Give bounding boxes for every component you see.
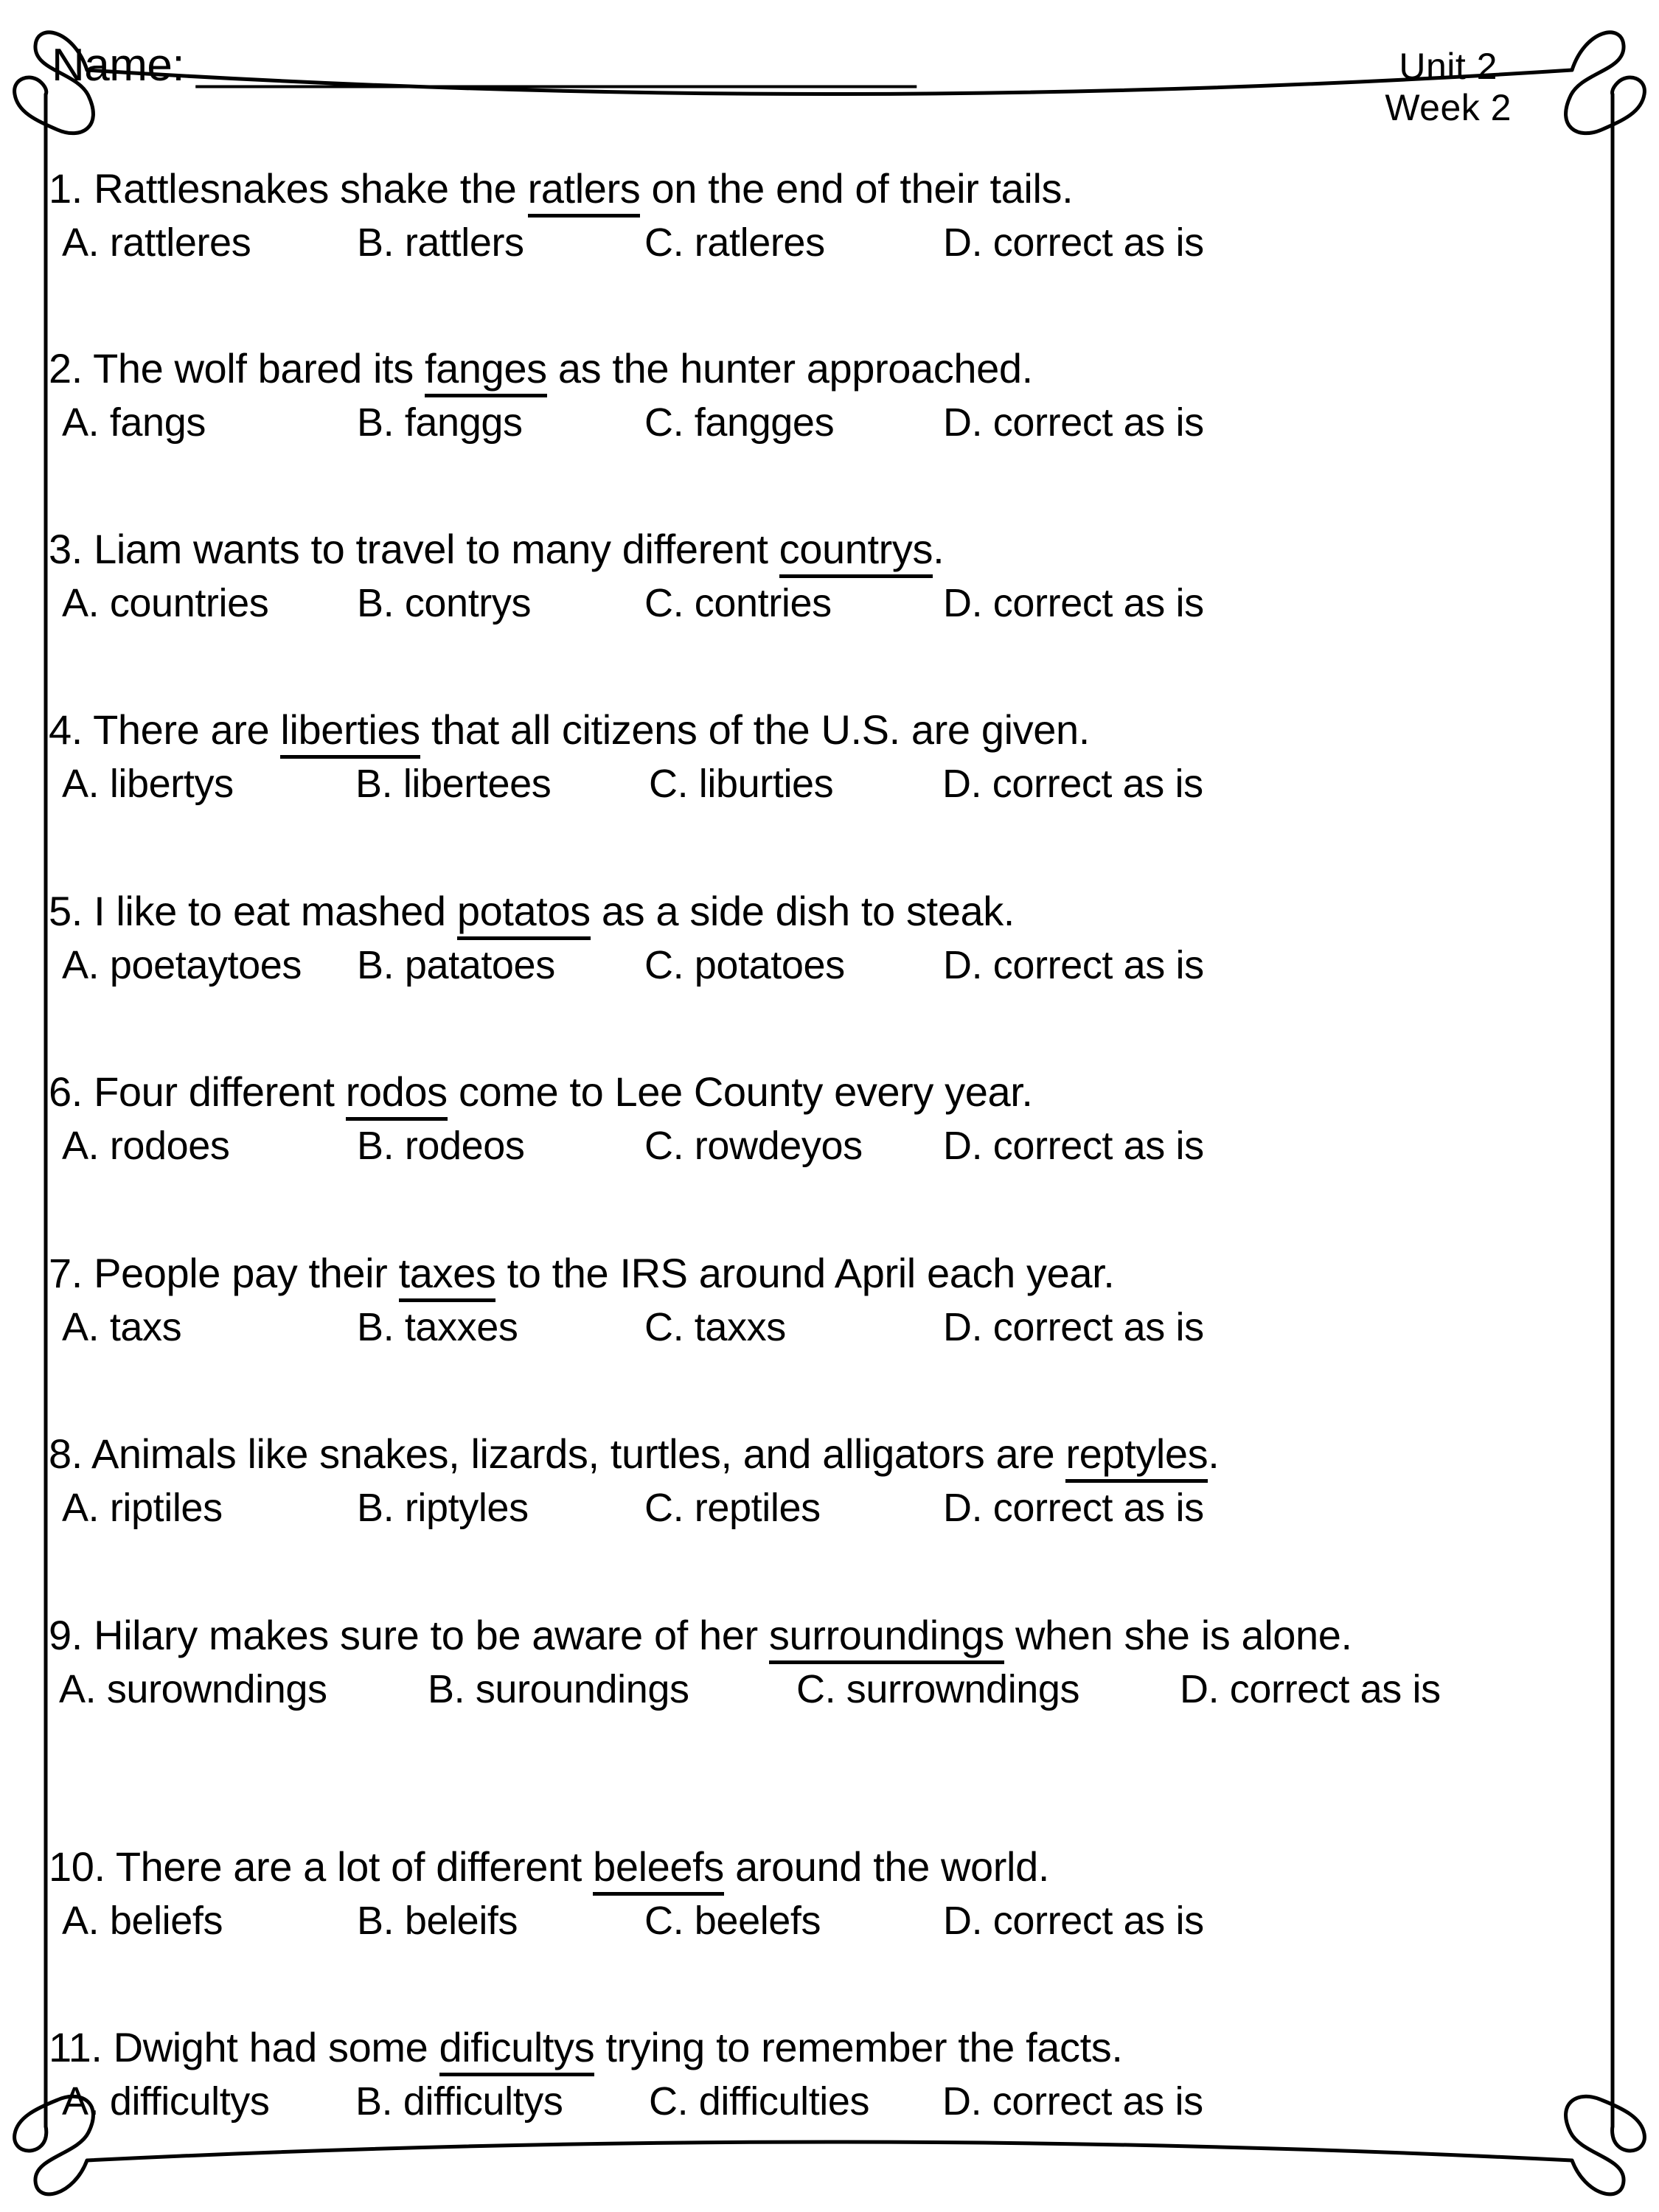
underlined-target-word: surroundings	[769, 1612, 1004, 1664]
answer-choice[interactable]: D. correct as is	[1180, 1667, 1441, 1711]
question-item	[46, 526, 1611, 625]
question-item	[46, 1843, 1611, 1943]
underlined-target-word: beleefs	[593, 1843, 724, 1896]
answer-choice[interactable]: B. beleifs	[357, 1899, 518, 1943]
prompt-text-before: Liam wants to travel to many different	[94, 526, 779, 572]
answer-choice[interactable]: C. rowdeyos	[644, 1124, 863, 1168]
answer-choice[interactable]: B. suroundings	[428, 1667, 689, 1711]
name-label: Name:	[52, 40, 185, 91]
prompt-text-after: come to Lee County every year.	[447, 1068, 1033, 1115]
name-field-block	[52, 38, 915, 91]
answer-choice[interactable]: D. correct as is	[943, 220, 1204, 265]
prompt-text-after: to the IRS around April each year.	[495, 1250, 1115, 1296]
answer-choice[interactable]: A. countries	[62, 581, 269, 625]
prompt-text-before: Animals like snakes, lizards, turtles, and alligators are	[91, 1430, 1066, 1477]
prompt-text-after: when she is alone.	[1004, 1612, 1352, 1658]
answer-choice[interactable]: B. riptyles	[357, 1486, 529, 1530]
answer-choice[interactable]: A. riptiles	[62, 1486, 223, 1530]
question-number: 11.	[49, 2024, 102, 2070]
answer-choice[interactable]: C. contries	[644, 581, 832, 625]
underlined-target-word: rodos	[346, 1068, 448, 1121]
worksheet-header	[52, 38, 1607, 150]
week-label: Week 2	[1385, 87, 1512, 128]
question-item	[46, 1068, 1611, 1168]
answer-choice[interactable]: C. difficulties	[649, 2079, 870, 2124]
answer-choice[interactable]: C. ratleres	[644, 220, 825, 265]
prompt-text-after: .	[933, 526, 945, 572]
prompt-text-after: around the world.	[723, 1843, 1049, 1890]
answer-choice[interactable]: B. taxxes	[357, 1305, 518, 1349]
underlined-target-word: ratlers	[528, 165, 641, 218]
answer-choice[interactable]: B. patatoes	[357, 943, 555, 987]
underlined-target-word: dificultys	[439, 2024, 595, 2076]
answer-choice-row	[46, 1307, 1611, 1347]
answer-choice-row	[46, 764, 1611, 804]
underlined-target-word: taxes	[399, 1250, 496, 1302]
prompt-text-before: Dwight had some	[113, 2024, 439, 2070]
answer-choice[interactable]: A. poetaytoes	[62, 943, 302, 987]
unit-week-block	[1385, 46, 1512, 128]
question-prompt	[46, 888, 1611, 934]
question-number: 2.	[49, 345, 83, 392]
question-item	[46, 1430, 1611, 1530]
question-number: 1.	[49, 165, 83, 212]
answer-choice[interactable]: C. liburties	[649, 762, 834, 806]
question-number: 10.	[49, 1843, 105, 1890]
prompt-text-before: Four different	[94, 1068, 346, 1115]
question-item	[46, 345, 1611, 445]
question-prompt	[46, 2024, 1611, 2070]
prompt-text-before: There are a lot of different	[115, 1843, 594, 1890]
answer-choice[interactable]: A. libertys	[62, 762, 234, 806]
answer-choice[interactable]: B. rattlers	[357, 220, 524, 265]
answer-choice[interactable]: A. taxs	[62, 1305, 182, 1349]
prompt-text-after: as the hunter approached.	[546, 345, 1033, 392]
answer-choice-row	[46, 583, 1611, 623]
question-prompt	[46, 1612, 1611, 1658]
underlined-target-word: reptyles	[1065, 1430, 1208, 1483]
question-item	[46, 706, 1611, 806]
answer-choice[interactable]: B. rodeos	[357, 1124, 525, 1168]
question-number: 9.	[49, 1612, 83, 1658]
prompt-text-before: Hilary makes sure to be aware of her	[94, 1612, 769, 1658]
question-number: 4.	[49, 706, 83, 753]
answer-choice[interactable]: C. surrowndings	[796, 1667, 1080, 1711]
answer-choice[interactable]: C. fangges	[644, 400, 835, 445]
question-item	[46, 2024, 1611, 2124]
underlined-target-word: fanges	[425, 345, 547, 397]
question-number: 8.	[49, 1430, 83, 1477]
prompt-text-before: Rattlesnakes shake the	[94, 165, 528, 212]
worksheet-page	[46, 0, 1611, 2212]
answer-choice[interactable]: D. correct as is	[943, 400, 1204, 445]
answer-choice[interactable]: B. contrys	[357, 581, 532, 625]
prompt-text-after: trying to remember the facts.	[594, 2024, 1123, 2070]
answer-choice[interactable]: B. fanggs	[357, 400, 523, 445]
answer-choice[interactable]: D. correct as is	[943, 1486, 1204, 1530]
question-prompt	[46, 345, 1611, 392]
question-item	[46, 1250, 1611, 1349]
answer-choice[interactable]: A. fangs	[62, 400, 206, 445]
prompt-text-after: on the end of their tails.	[640, 165, 1074, 212]
question-prompt	[46, 526, 1611, 572]
answer-choice[interactable]: A. difficultys	[62, 2079, 270, 2124]
name-write-in-line[interactable]: ______________________________	[196, 38, 915, 89]
answer-choice-row	[46, 1901, 1611, 1941]
prompt-text-after: .	[1208, 1430, 1220, 1477]
question-number: 6.	[49, 1068, 83, 1115]
question-prompt	[46, 1250, 1611, 1296]
prompt-text-before: There are	[93, 706, 281, 753]
answer-choice[interactable]: D. correct as is	[943, 943, 1204, 987]
answer-choice[interactable]: D. correct as is	[942, 762, 1203, 806]
answer-choice[interactable]: A. rattleres	[62, 220, 251, 265]
answer-choice[interactable]: A. rodoes	[62, 1124, 230, 1168]
question-item	[46, 165, 1611, 265]
answer-choice[interactable]: D. correct as is	[942, 2079, 1203, 2124]
answer-choice-row	[46, 2079, 1611, 2124]
question-prompt	[46, 706, 1611, 753]
answer-choice[interactable]: D. correct as is	[943, 581, 1204, 625]
answer-choice[interactable]: D. correct as is	[943, 1305, 1204, 1349]
answer-choice[interactable]: B. libertees	[355, 762, 552, 806]
answer-choice-row	[46, 400, 1611, 445]
answer-choice[interactable]: A. surowndings	[59, 1667, 327, 1711]
question-prompt	[46, 165, 1611, 212]
unit-label: Unit 2	[1399, 46, 1498, 87]
question-prompt	[46, 1068, 1611, 1115]
underlined-target-word: countrys	[779, 526, 933, 578]
question-number: 5.	[49, 888, 83, 934]
answer-choice[interactable]: A. beliefs	[62, 1899, 223, 1943]
answer-choice[interactable]: B. difficultys	[355, 2079, 563, 2124]
answer-choice[interactable]: C. reptiles	[644, 1486, 821, 1530]
question-item	[46, 1612, 1611, 1711]
underlined-target-word: potatos	[457, 888, 591, 940]
answer-choice[interactable]: C. potatoes	[644, 943, 845, 987]
answer-choice[interactable]: D. correct as is	[943, 1124, 1204, 1168]
prompt-text-before: The wolf bared its	[93, 345, 425, 392]
answer-choice-row	[46, 220, 1611, 265]
answer-choice-row	[46, 945, 1611, 985]
question-number: 3.	[49, 526, 83, 572]
answer-choice-row	[46, 1126, 1611, 1166]
question-prompt	[46, 1430, 1611, 1477]
answer-choice-row	[46, 1669, 1611, 1709]
answer-choice[interactable]: C. taxxs	[644, 1305, 786, 1349]
underlined-target-word: liberties	[280, 706, 420, 759]
question-item	[46, 888, 1611, 987]
prompt-text-before: I like to eat mashed	[94, 888, 457, 934]
answer-choice-row	[46, 1488, 1611, 1528]
prompt-text-after: that all citizens of the U.S. are given.	[420, 706, 1090, 753]
prompt-text-before: People pay their	[94, 1250, 399, 1296]
question-prompt	[46, 1843, 1611, 1890]
prompt-text-after: as a side dish to steak.	[590, 888, 1015, 934]
answer-choice[interactable]: C. beelefs	[644, 1899, 821, 1943]
answer-choice[interactable]: D. correct as is	[943, 1899, 1204, 1943]
question-number: 7.	[49, 1250, 83, 1296]
